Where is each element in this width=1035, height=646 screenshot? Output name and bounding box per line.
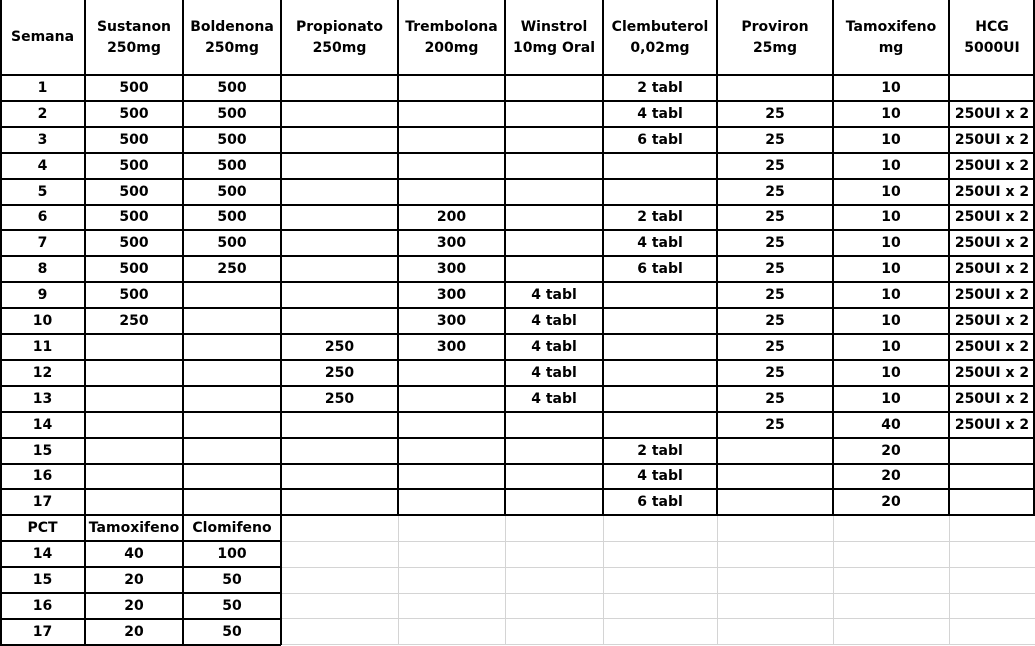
- border-line: [84, 0, 86, 645]
- table-cell: [505, 464, 603, 490]
- table-cell: 10: [881, 183, 901, 200]
- table-cell: 300: [436, 338, 467, 355]
- table-cell: 500: [119, 79, 149, 96]
- pct-cell: 50: [222, 572, 242, 589]
- gridline: [281, 644, 1035, 645]
- table-cell: 250UI x 2: [954, 157, 1030, 174]
- gridline: [505, 515, 506, 645]
- border-line: [602, 0, 604, 515]
- border-line: [0, 100, 1035, 102]
- border-line: [948, 0, 950, 515]
- table-cell: 2 tabl: [637, 442, 683, 459]
- week-cell: 3: [37, 131, 48, 148]
- border-line: [0, 333, 1035, 335]
- table-cell: 6 tabl: [637, 261, 683, 278]
- table-cell: 500: [217, 157, 247, 174]
- table-cell: [85, 489, 183, 515]
- table-cell: 200: [436, 209, 467, 226]
- table-cell: 10: [881, 261, 901, 278]
- table-cell: [183, 308, 281, 334]
- gridline: [717, 515, 718, 645]
- table-cell: 500: [119, 287, 149, 304]
- table-cell: 6 tabl: [637, 494, 683, 511]
- table-cell: 250UI x 2: [954, 364, 1030, 381]
- table-cell: 500: [217, 235, 247, 252]
- pct-cell: 50: [222, 597, 242, 614]
- border-line: [0, 463, 1035, 465]
- border-line: [0, 255, 1035, 257]
- gridline: [949, 515, 950, 645]
- table-cell: 250UI x 2: [954, 416, 1030, 433]
- table-cell: [183, 464, 281, 490]
- table-cell: 500: [217, 131, 247, 148]
- table-cell: [281, 412, 398, 438]
- table-cell: [281, 205, 398, 231]
- pct-week-cell: 15: [32, 572, 53, 589]
- table-cell: 4 tabl: [637, 468, 683, 485]
- pct-cell: 20: [124, 597, 144, 614]
- week-cell: 8: [37, 261, 48, 278]
- table-cell: [281, 489, 398, 515]
- week-cell: 16: [32, 468, 53, 485]
- table-cell: 4 tabl: [531, 390, 577, 407]
- table-cell: 4 tabl: [637, 235, 683, 252]
- pct-cell: 20: [124, 623, 144, 640]
- gridline: [281, 618, 1035, 619]
- table-cell: 25: [765, 390, 785, 407]
- week-cell: 7: [37, 235, 48, 252]
- pct-cell: 20: [124, 572, 144, 589]
- table-cell: [85, 386, 183, 412]
- border-line: [0, 437, 1035, 439]
- table-cell: 500: [119, 105, 149, 122]
- table-cell: 250UI x 2: [954, 261, 1030, 278]
- pct-cell: 40: [124, 546, 144, 563]
- header-col-3: Propionato 250mg: [296, 18, 383, 56]
- border-line: [0, 281, 1035, 283]
- border-line: [0, 152, 1035, 154]
- week-cell: 12: [32, 364, 53, 381]
- table-cell: [281, 438, 398, 464]
- header-col-1: Sustanon 250mg: [96, 18, 172, 56]
- table-cell: 10: [881, 390, 901, 407]
- border-line: [0, 540, 281, 542]
- table-cell: 25: [765, 364, 785, 381]
- table-cell: [85, 464, 183, 490]
- table-cell: [398, 386, 505, 412]
- table-cell: [949, 464, 1035, 490]
- table-cell: [717, 75, 833, 101]
- border-line: [182, 0, 184, 645]
- table-cell: [717, 464, 833, 490]
- header-col-6: Clembuterol 0,02mg: [611, 18, 709, 56]
- table-cell: [183, 438, 281, 464]
- table-cell: 250UI x 2: [954, 235, 1030, 252]
- table-cell: 500: [119, 183, 149, 200]
- gridline: [281, 541, 1035, 542]
- table-cell: 250: [119, 313, 149, 330]
- pct-header-1: Tamoxifeno: [88, 520, 180, 537]
- week-cell: 4: [37, 157, 48, 174]
- border-line: [0, 204, 1035, 206]
- table-cell: [281, 179, 398, 205]
- table-cell: [85, 360, 183, 386]
- week-cell: 2: [37, 105, 48, 122]
- table-cell: [281, 256, 398, 282]
- table-cell: [183, 334, 281, 360]
- week-cell: 5: [37, 183, 48, 200]
- header-col-9: HCG 5000UI: [964, 18, 1020, 56]
- border-line: [0, 126, 1035, 128]
- table-cell: 500: [217, 105, 247, 122]
- table-cell: 300: [436, 261, 467, 278]
- table-cell: [603, 360, 717, 386]
- table-cell: [505, 101, 603, 127]
- table-cell: 25: [765, 105, 785, 122]
- table-cell: [398, 101, 505, 127]
- border-line: [0, 359, 1035, 361]
- table-cell: [398, 75, 505, 101]
- table-cell: [183, 386, 281, 412]
- table-cell: [398, 153, 505, 179]
- table-cell: 25: [765, 131, 785, 148]
- table-cell: 10: [881, 313, 901, 330]
- table-cell: 250: [217, 261, 247, 278]
- table-cell: [398, 464, 505, 490]
- table-cell: [281, 75, 398, 101]
- pct-header-0: PCT: [27, 520, 58, 537]
- border-line: [0, 592, 281, 594]
- table-cell: 4 tabl: [531, 287, 577, 304]
- border-line: [0, 0, 2, 645]
- pct-week-cell: 14: [32, 546, 53, 563]
- table-cell: [505, 75, 603, 101]
- table-cell: [85, 334, 183, 360]
- table-cell: 10: [881, 287, 901, 304]
- table-cell: [949, 75, 1035, 101]
- table-cell: [281, 282, 398, 308]
- table-cell: 4 tabl: [531, 338, 577, 355]
- table-cell: 40: [881, 416, 901, 433]
- table-cell: 250UI x 2: [954, 287, 1030, 304]
- header-col-7: Proviron 25mg: [741, 18, 809, 56]
- table-cell: 250: [324, 338, 355, 355]
- table-cell: 10: [881, 79, 901, 96]
- border-line: [0, 488, 1035, 490]
- table-cell: 300: [436, 287, 467, 304]
- border-line: [0, 307, 1035, 309]
- table-cell: [505, 153, 603, 179]
- table-cell: [281, 127, 398, 153]
- border-line: [397, 0, 399, 515]
- week-cell: 9: [37, 287, 48, 304]
- table-cell: 25: [765, 338, 785, 355]
- table-cell: [603, 308, 717, 334]
- week-cell: 14: [32, 416, 53, 433]
- table-cell: 6 tabl: [637, 131, 683, 148]
- pct-week-cell: 17: [32, 623, 53, 640]
- table-cell: 25: [765, 261, 785, 278]
- table-cell: [717, 489, 833, 515]
- table-cell: 20: [881, 468, 901, 485]
- table-cell: [281, 230, 398, 256]
- table-cell: 4 tabl: [531, 313, 577, 330]
- border-line: [716, 0, 718, 515]
- table-cell: 10: [881, 338, 901, 355]
- header-col-2: Boldenona 250mg: [190, 18, 274, 56]
- table-cell: [183, 412, 281, 438]
- table-cell: [398, 438, 505, 464]
- week-cell: 13: [32, 390, 53, 407]
- table-cell: [603, 282, 717, 308]
- table-cell: [183, 489, 281, 515]
- table-cell: 25: [765, 183, 785, 200]
- table-cell: [85, 412, 183, 438]
- table-cell: 250UI x 2: [954, 390, 1030, 407]
- table-cell: 500: [217, 79, 247, 96]
- table-cell: [603, 179, 717, 205]
- table-cell: [717, 438, 833, 464]
- header-col-5: Winstrol 10mg Oral: [512, 18, 596, 56]
- table-cell: 250UI x 2: [954, 338, 1030, 355]
- table-cell: 250: [324, 364, 355, 381]
- table-cell: 250: [324, 390, 355, 407]
- gridline: [603, 515, 604, 645]
- table-cell: 250UI x 2: [954, 183, 1030, 200]
- table-cell: 25: [765, 157, 785, 174]
- table-cell: [505, 438, 603, 464]
- table-cell: [281, 464, 398, 490]
- border-line: [280, 0, 282, 645]
- table-cell: 10: [881, 105, 901, 122]
- table-cell: [949, 438, 1035, 464]
- table-cell: 20: [881, 442, 901, 459]
- table-cell: 500: [217, 183, 247, 200]
- table-cell: 20: [881, 494, 901, 511]
- border-line: [0, 178, 1035, 180]
- gridline: [398, 515, 399, 645]
- table-cell: 25: [765, 313, 785, 330]
- table-cell: [505, 489, 603, 515]
- table-cell: [281, 308, 398, 334]
- table-cell: 10: [881, 157, 901, 174]
- border-line: [0, 566, 281, 568]
- table-cell: 25: [765, 235, 785, 252]
- table-cell: 300: [436, 313, 467, 330]
- table-cell: 25: [765, 209, 785, 226]
- border-line: [0, 514, 1035, 516]
- table-cell: 10: [881, 131, 901, 148]
- table-cell: [949, 489, 1035, 515]
- week-cell: 1: [37, 79, 48, 96]
- table-cell: [603, 412, 717, 438]
- pct-cell: 100: [217, 546, 247, 563]
- table-cell: 500: [119, 209, 149, 226]
- table-cell: [85, 438, 183, 464]
- header-col-4: Trembolona 200mg: [405, 18, 498, 56]
- table-cell: 25: [765, 287, 785, 304]
- border-line: [0, 74, 1035, 76]
- table-cell: 500: [119, 261, 149, 278]
- table-cell: 300: [436, 235, 467, 252]
- table-cell: 500: [217, 209, 247, 226]
- table-cell: 10: [881, 235, 901, 252]
- table-cell: 10: [881, 364, 901, 381]
- border-line: [0, 644, 281, 646]
- pct-cell: 50: [222, 623, 242, 640]
- table-cell: [505, 127, 603, 153]
- border-line: [0, 618, 281, 620]
- table-cell: 500: [119, 131, 149, 148]
- table-cell: [183, 360, 281, 386]
- table-cell: 250UI x 2: [954, 209, 1030, 226]
- border-line: [0, 411, 1035, 413]
- table-cell: [603, 153, 717, 179]
- table-cell: [398, 489, 505, 515]
- table-cell: [505, 205, 603, 231]
- table-cell: [603, 334, 717, 360]
- table-cell: [281, 101, 398, 127]
- table-cell: [398, 179, 505, 205]
- table-cell: [398, 412, 505, 438]
- table-cell: [505, 412, 603, 438]
- table-cell: 2 tabl: [637, 209, 683, 226]
- table-cell: [603, 386, 717, 412]
- border-line: [504, 0, 506, 515]
- border-line: [0, 385, 1035, 387]
- pct-week-cell: 16: [32, 597, 53, 614]
- border-line: [832, 0, 834, 515]
- border-line: [0, 229, 1035, 231]
- week-cell: 11: [32, 338, 53, 355]
- week-cell: 15: [32, 442, 53, 459]
- table-cell: 4 tabl: [637, 105, 683, 122]
- table-cell: [281, 153, 398, 179]
- table-cell: 25: [765, 416, 785, 433]
- table-cell: [505, 256, 603, 282]
- table-cell: [505, 179, 603, 205]
- header-col-8: Tamoxifeno mg: [845, 18, 937, 56]
- table-cell: 2 tabl: [637, 79, 683, 96]
- table-cell: 250UI x 2: [954, 131, 1030, 148]
- table-cell: 10: [881, 209, 901, 226]
- week-cell: 10: [32, 313, 53, 330]
- table-cell: 500: [119, 235, 149, 252]
- table-cell: 250UI x 2: [954, 313, 1030, 330]
- table-cell: 250UI x 2: [954, 105, 1030, 122]
- table-cell: [398, 127, 505, 153]
- table-cell: 4 tabl: [531, 364, 577, 381]
- table-cell: [505, 230, 603, 256]
- gridline: [281, 567, 1035, 568]
- table-cell: 500: [119, 157, 149, 174]
- gridline: [833, 515, 834, 645]
- week-cell: 17: [32, 494, 53, 511]
- gridline: [281, 593, 1035, 594]
- table-cell: [398, 360, 505, 386]
- table-cell: [183, 282, 281, 308]
- pct-header-2: Clomifeno: [192, 520, 272, 537]
- header-semana: Semana: [10, 29, 75, 45]
- week-cell: 6: [37, 209, 48, 226]
